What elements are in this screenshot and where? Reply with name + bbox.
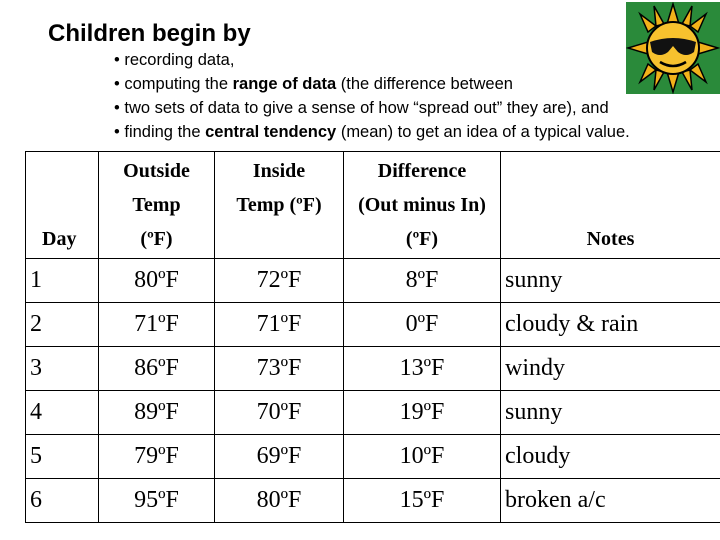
cell-notes: broken a/c <box>501 479 720 523</box>
cell-day: 3 <box>26 347 99 391</box>
cell-notes: cloudy <box>501 435 720 479</box>
header-inside-temp: Inside Temp (ºF) <box>215 152 344 259</box>
cell-inside: 70ºF <box>215 391 344 435</box>
cell-outside: 80ºF <box>99 259 215 303</box>
table-row <box>26 259 720 303</box>
header-day: Day <box>26 152 99 259</box>
cell-day: 5 <box>26 435 99 479</box>
cell-difference: 10ºF <box>344 435 501 479</box>
bullet-item: • computing the range of data (the difference between <box>114 75 513 93</box>
cell-outside: 86ºF <box>99 347 215 391</box>
cell-inside: 80ºF <box>215 479 344 523</box>
header-notes: Notes <box>501 152 720 259</box>
cell-inside: 72ºF <box>215 259 344 303</box>
header-outside-temp: Outside Temp (ºF) <box>99 152 215 259</box>
bold-term-central-tendency: central tendency <box>205 123 337 141</box>
table-row <box>26 391 720 435</box>
cell-outside: 95ºF <box>99 479 215 523</box>
cell-inside: 71ºF <box>215 303 344 347</box>
cell-difference: 8ºF <box>344 259 501 303</box>
cell-difference: 15ºF <box>344 479 501 523</box>
bold-term-range: range of data <box>232 75 337 93</box>
cell-notes: windy <box>501 347 720 391</box>
cell-notes: sunny <box>501 391 720 435</box>
header-difference: Difference (Out minus In) (ºF) <box>344 152 501 259</box>
table-header-row <box>26 152 720 259</box>
cell-difference: 13ºF <box>344 347 501 391</box>
cell-difference: 0ºF <box>344 303 501 347</box>
cell-day: 4 <box>26 391 99 435</box>
cell-outside: 89ºF <box>99 391 215 435</box>
cell-notes: cloudy & rain <box>501 303 720 347</box>
cell-outside: 79ºF <box>99 435 215 479</box>
table-row <box>26 479 720 523</box>
bullet-list <box>114 48 630 144</box>
bullet-item: • two sets of data to give a sense of how “spread out” they are), and <box>114 99 609 117</box>
temperature-table <box>25 151 720 523</box>
sun-with-sunglasses-icon <box>626 2 720 94</box>
cell-notes: sunny <box>501 259 720 303</box>
slide-title: Children begin by <box>48 20 251 47</box>
cell-day: 1 <box>26 259 99 303</box>
cell-inside: 73ºF <box>215 347 344 391</box>
cell-difference: 19ºF <box>344 391 501 435</box>
table-row <box>26 435 720 479</box>
cell-outside: 71ºF <box>99 303 215 347</box>
bullet-item: • recording data, <box>114 51 235 69</box>
cell-day: 2 <box>26 303 99 347</box>
table-row <box>26 303 720 347</box>
bullet-item: • finding the central tendency (mean) to get an idea of a typical value. <box>114 123 630 141</box>
table-row <box>26 347 720 391</box>
cell-day: 6 <box>26 479 99 523</box>
cell-inside: 69ºF <box>215 435 344 479</box>
